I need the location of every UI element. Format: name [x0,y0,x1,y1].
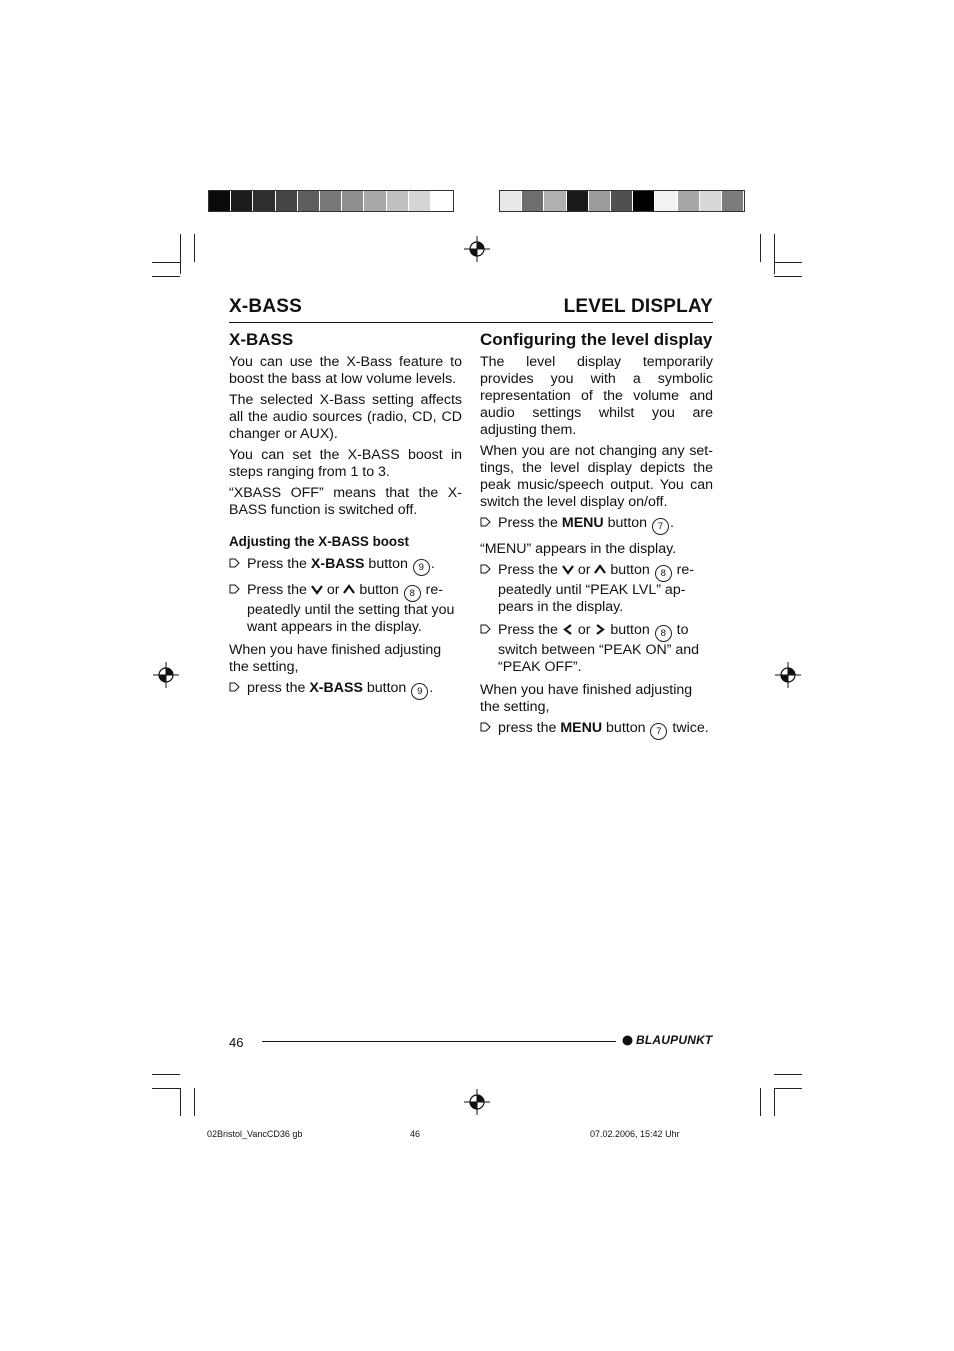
footer-rule [262,1041,616,1042]
arrow-right-icon [229,681,241,693]
button-number-badge: 8 [655,565,672,582]
arrow-right-icon [480,516,492,528]
chevron-right-icon [594,624,606,635]
arrow-right-icon [480,721,492,733]
arrow-right-icon [480,623,492,635]
registration-mark-icon [775,662,801,688]
brand-name: BLAUPUNKT [636,1033,713,1047]
color-swatch [387,191,409,211]
crop-mark [194,234,195,262]
arrow-right-icon [229,583,241,595]
paragraph: “MENU” appears in the display. [480,541,677,557]
step-item: Press the or button 8 to switch between “PEAK ON” and “PEAK OFF”. [480,622,713,676]
color-swatch [567,191,589,211]
color-swatch [722,191,744,211]
crop-mark [152,1074,180,1075]
right-heading: Configuring the level display [480,330,713,349]
crop-mark [152,1088,180,1089]
color-swatch [655,191,677,211]
arrow-right-icon [229,557,241,569]
button-number-badge: 7 [652,518,669,535]
step-item: Press the or button 8 repeatedly until “PEAK LVL” appears in the display. [480,562,713,616]
paragraph: When you are not changing any settings, the level display depicts the peak music/speech output. You can switch the level display on/off. [480,443,713,510]
color-bar-right [499,190,745,212]
color-bar-left [208,190,454,212]
registration-mark-icon [464,1089,490,1115]
color-swatch [320,191,342,211]
color-swatch [522,191,544,211]
color-swatch [409,191,431,211]
button-number-badge: 7 [650,723,667,740]
arrow-right-icon [480,563,492,575]
section-title-left: X-BASS [229,296,302,317]
left-heading: X-BASS [229,330,294,349]
crop-mark [760,1088,761,1116]
color-swatch [298,191,320,211]
step-item: press the MENU button 7 twice. [480,720,713,740]
crop-mark [774,262,802,263]
color-swatch [700,191,722,211]
crop-mark [774,1088,775,1116]
step-item: Press the X-BASS button 9 . [229,556,462,576]
subheading: Adjusting the X-BASS boost [229,534,410,549]
color-swatch [431,191,453,211]
brand-logo [622,1033,712,1047]
color-swatch [364,191,386,211]
chevron-down-icon [562,564,574,575]
registration-mark-icon [464,236,490,262]
crop-mark [152,276,180,277]
step-item: press the X-BASS button 9 . [229,680,462,700]
color-swatch [253,191,275,211]
chevron-down-icon [311,584,323,595]
footer-file: 02Bristol_VancCD36 gb [207,1129,303,1139]
paragraph: When you have finished adjusting the setting, [229,642,442,675]
crop-mark [774,276,802,277]
color-swatch [611,191,633,211]
registration-mark-icon [153,662,179,688]
chevron-up-icon [594,564,606,575]
brand-dot-icon [622,1035,633,1046]
paragraph: “XBASS OFF” means that the X-BASS function is switched off. [229,485,462,518]
color-swatch [231,191,253,211]
button-number-badge: 8 [404,585,421,602]
color-swatch [209,191,231,211]
color-swatch [500,191,522,211]
color-swatch [544,191,566,211]
crop-mark [760,234,761,262]
right-column [480,329,713,746]
crop-mark [774,1088,802,1089]
button-number-badge: 9 [411,683,428,700]
step-item: Press the or button 8 repeatedly until the setting that you want appears in the display. [229,582,462,636]
step-item: Press the MENU button 7 . [480,515,713,535]
footer-page: 46 [410,1129,421,1139]
paragraph: The level display temporarily provides you with a symbolic representation of the volume and audio settings whilst you are adjusting them. [480,354,713,438]
chevron-up-icon [343,584,355,595]
crop-mark [194,1088,195,1116]
crop-mark [152,262,180,263]
button-number-badge: 8 [655,625,672,642]
color-swatch [633,191,655,211]
paragraph: When you have finished adjusting the setting, [480,682,693,715]
left-column [229,329,462,706]
paragraph: You can use the X-Bass feature to boost the bass at low volume levels. [229,354,462,387]
crop-mark [774,234,775,274]
paragraph: You can set the X-BASS boost in steps ranging from 1 to 3. [229,447,462,480]
color-swatch [678,191,700,211]
color-swatch [276,191,298,211]
crop-mark [180,234,181,274]
button-number-badge: 9 [413,559,430,576]
paragraph: The selected X-Bass setting affects all the audio sources (radio, CD, CD changer or AUX). [229,392,462,442]
color-swatch [342,191,364,211]
chevron-left-icon [562,624,574,635]
header-rule [229,322,713,323]
page-number: 46 [229,1035,244,1050]
crop-mark [180,1088,181,1116]
color-swatch [589,191,611,211]
footer-date: 07.02.2006, 15:42 Uhr [590,1129,680,1139]
crop-mark [774,1074,802,1075]
section-title-right: LEVEL DISPLAY [563,296,713,317]
